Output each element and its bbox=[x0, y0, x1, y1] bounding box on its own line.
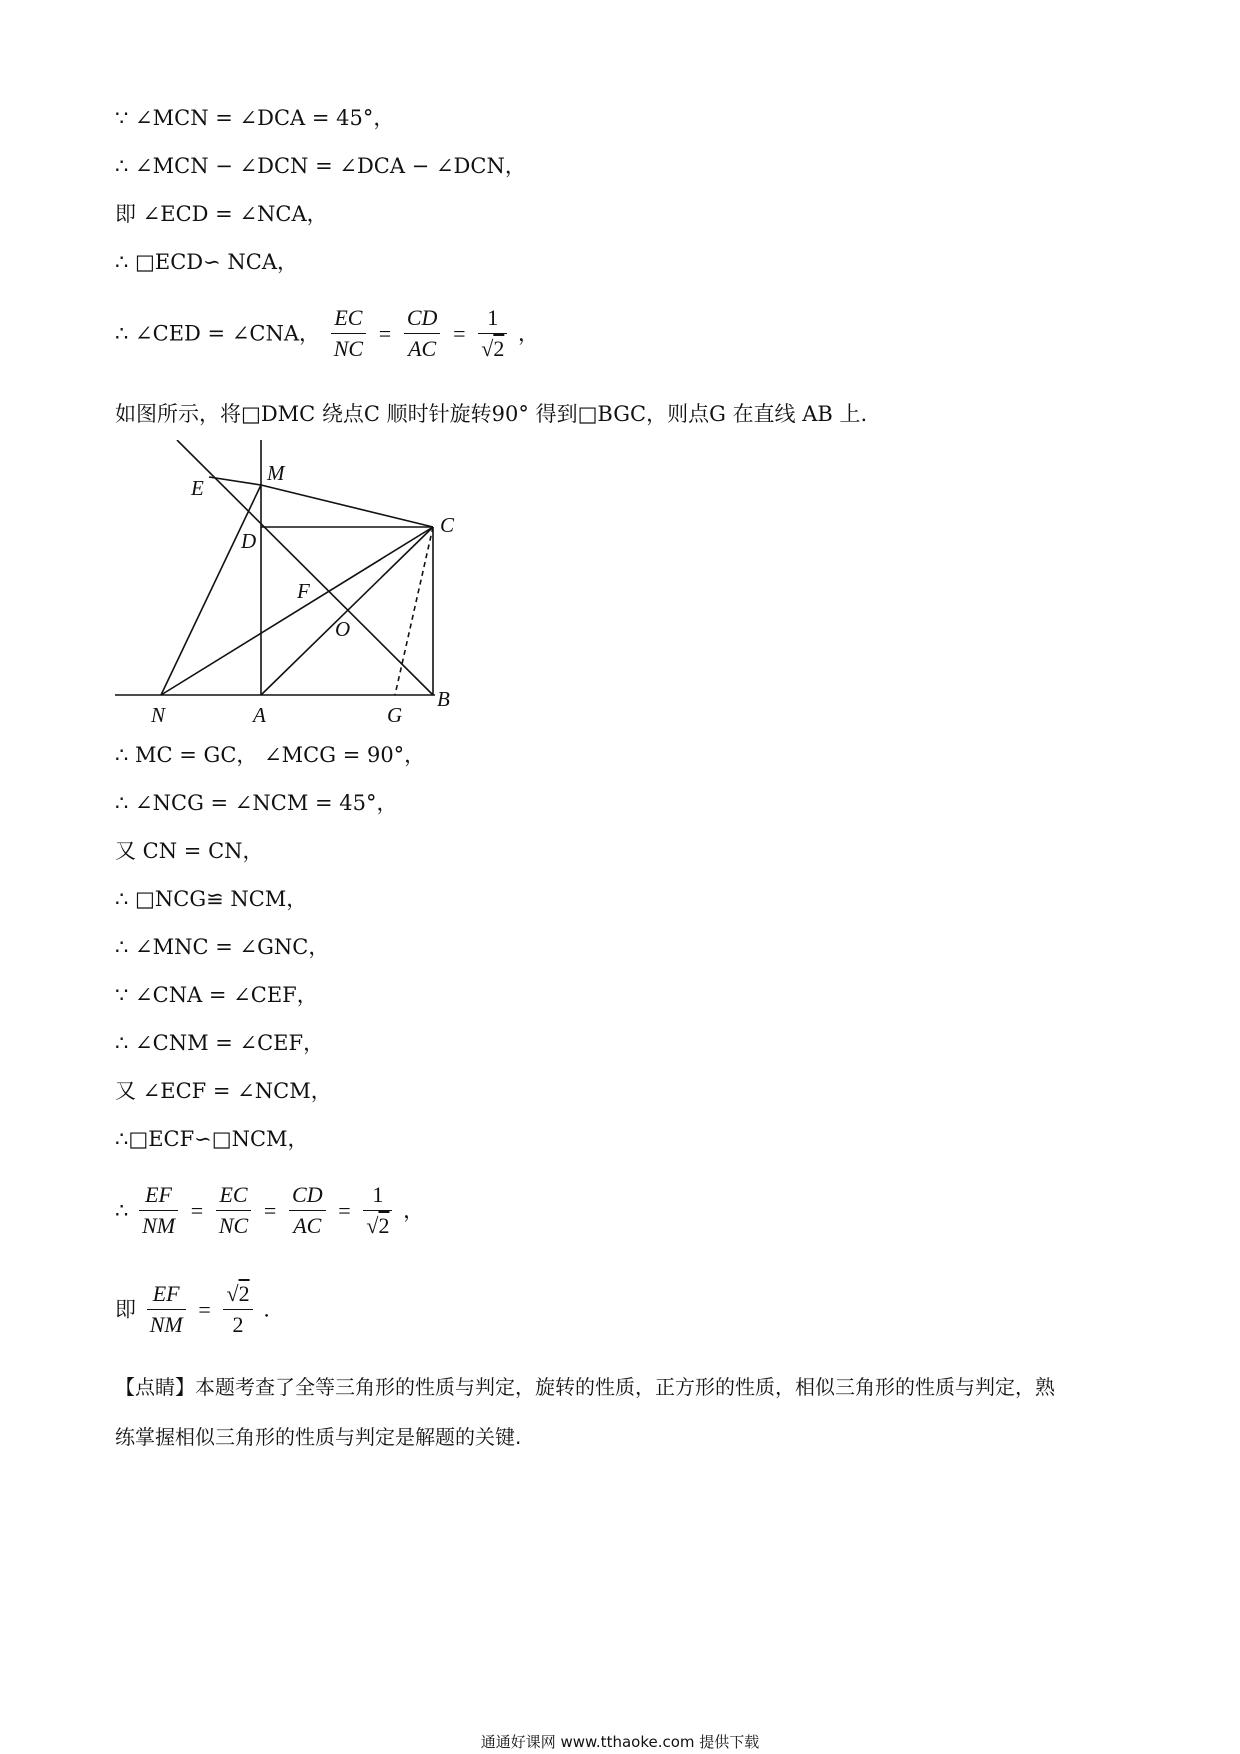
proof-line-1: ∵ ∠MCN = ∠DCA = 45°， bbox=[115, 106, 395, 130]
comment-line-2: 练掌握相似三角形的性质与判定是解题的关键. bbox=[115, 1425, 522, 1449]
line-em bbox=[209, 477, 261, 485]
equals-sign: = bbox=[453, 320, 466, 346]
numerator: EC bbox=[331, 303, 366, 334]
fraction-cd-ac bbox=[289, 1180, 326, 1241]
proof-line-5 bbox=[115, 303, 539, 364]
page-footer: 通通好课网 www.tthaoke.com 提供下载 bbox=[480, 1733, 760, 1751]
label-G: G bbox=[387, 703, 403, 727]
comma: ， bbox=[518, 321, 539, 346]
proof-line-17 bbox=[115, 1279, 270, 1340]
denominator: NC bbox=[333, 336, 364, 361]
label-N: N bbox=[151, 703, 166, 727]
proof-line-11: ∴ ∠MNC = ∠GNC， bbox=[115, 935, 330, 959]
proof-line-13: ∴ ∠CNM = ∠CEF， bbox=[115, 1031, 325, 1055]
equals-sign: = bbox=[263, 1197, 277, 1223]
numerator: 1 bbox=[478, 303, 507, 334]
proof-line-6: 如图所示，将□DMC 绕点C 顺时针旋转90° 得到□BGC，则点G 在直线 AB 上. bbox=[115, 402, 868, 426]
equals-sign: = bbox=[378, 320, 392, 346]
label-O: O bbox=[335, 617, 351, 641]
numerator: EF bbox=[139, 1180, 178, 1211]
fraction-cd-ac bbox=[404, 303, 441, 364]
fraction-ef-nm bbox=[147, 1279, 186, 1340]
numerator: EF bbox=[147, 1279, 186, 1310]
label-C: C bbox=[440, 513, 455, 537]
proof-line-16 bbox=[115, 1180, 424, 1241]
fraction-ec-nc bbox=[331, 303, 366, 364]
proof-line-15: ∴□ECF∽□NCM， bbox=[115, 1127, 309, 1151]
label-A: A bbox=[253, 703, 266, 727]
label-B: B bbox=[437, 687, 450, 711]
denominator: NM bbox=[149, 1312, 183, 1337]
numerator: 1 bbox=[363, 1180, 392, 1211]
label-D: D bbox=[241, 529, 257, 553]
denominator: AC bbox=[293, 1213, 322, 1238]
proof-line-3: 即 ∠ECD = ∠NCA， bbox=[115, 202, 328, 226]
line-cg-dashed bbox=[395, 527, 433, 695]
fraction-ec-nc bbox=[216, 1180, 251, 1241]
numerator-sqrt: √2 bbox=[223, 1279, 252, 1310]
comma: ， bbox=[403, 1198, 425, 1223]
denominator: 2 bbox=[232, 1312, 244, 1337]
proof-line-8: ∴ ∠NCG = ∠NCM = 45°， bbox=[115, 791, 398, 815]
geometry-diagram bbox=[115, 440, 475, 730]
proof-line-10: ∴ □NCG≌ NCM， bbox=[115, 887, 308, 911]
numerator: CD bbox=[289, 1180, 326, 1211]
label-F: F bbox=[297, 579, 310, 603]
fraction-one-sqrt2 bbox=[363, 1180, 392, 1241]
denominator-sqrt: √2 bbox=[481, 336, 505, 361]
proof-line-9: 又 CN = CN， bbox=[115, 839, 264, 863]
proof-line-12: ∵ ∠CNA = ∠CEF， bbox=[115, 983, 318, 1007]
proof-line-14: 又 ∠ECF = ∠NCM， bbox=[115, 1079, 332, 1103]
numerator: CD bbox=[404, 303, 441, 334]
numerator: EC bbox=[216, 1180, 251, 1211]
comment-line-1: 【点睛】本题考查了全等三角形的性质与判定，旋转的性质，正方形的性质，相似三角形的性质与判定，熟 bbox=[115, 1375, 1055, 1399]
radicand: 2 bbox=[493, 336, 505, 361]
label-E: E bbox=[191, 476, 204, 500]
fraction-one-sqrt2 bbox=[478, 303, 507, 364]
radicand: 2 bbox=[378, 1213, 390, 1238]
equals-sign: = bbox=[338, 1197, 351, 1223]
period: . bbox=[263, 1297, 270, 1322]
equals-sign: = bbox=[190, 1197, 204, 1223]
denominator: NC bbox=[218, 1213, 249, 1238]
proof-line-17-prefix: 即 bbox=[115, 1297, 136, 1322]
denominator-sqrt: √2 bbox=[366, 1213, 390, 1238]
radicand: 2 bbox=[238, 1281, 250, 1306]
proof-line-5-prefix: ∴ ∠CED = ∠CNA， bbox=[115, 321, 321, 346]
denominator: AC bbox=[408, 336, 437, 361]
proof-line-16-prefix: ∴ bbox=[115, 1198, 129, 1223]
proof-line-2: ∴ ∠MCN − ∠DCN = ∠DCA − ∠DCN， bbox=[115, 154, 526, 178]
denominator: NM bbox=[142, 1213, 176, 1238]
line-mc bbox=[261, 485, 433, 527]
equals-sign: = bbox=[198, 1296, 211, 1322]
proof-line-4: ∴ □ECD∽ NCA， bbox=[115, 250, 298, 274]
fraction-sqrt2-two bbox=[223, 1279, 252, 1340]
fraction-ef-nm bbox=[139, 1180, 178, 1241]
proof-line-7: ∴ MC = GC， ∠MCG = 90°， bbox=[115, 743, 426, 767]
label-M: M bbox=[267, 461, 285, 485]
